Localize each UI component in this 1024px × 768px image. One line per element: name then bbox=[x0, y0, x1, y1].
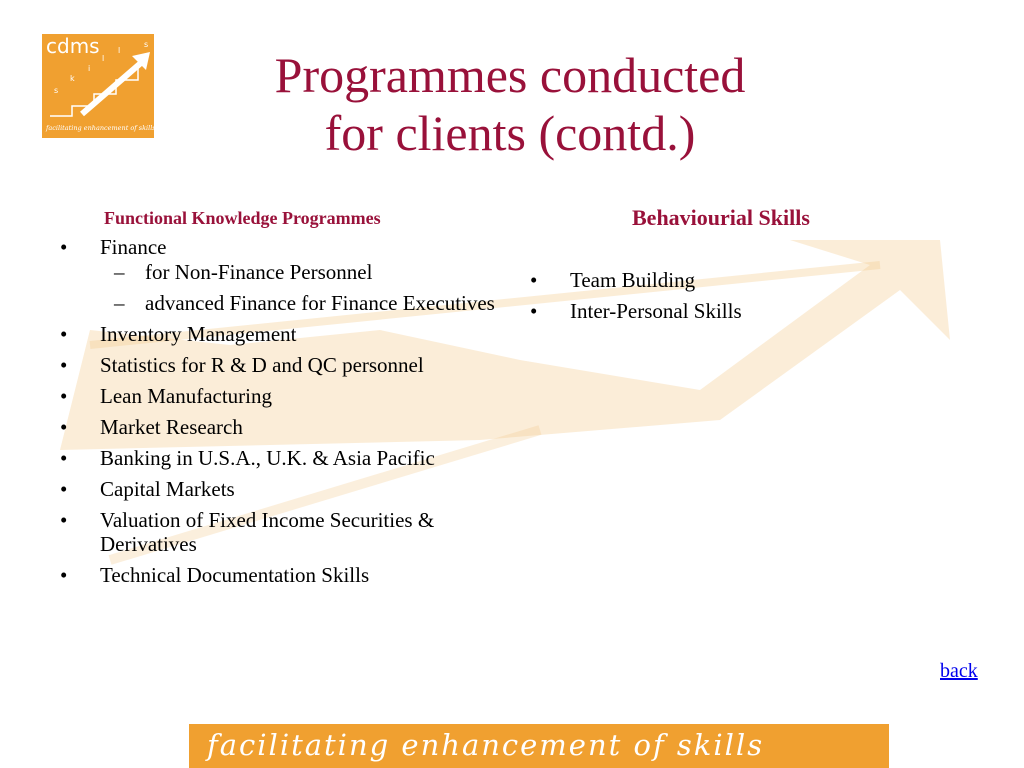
sub-list-item bbox=[100, 260, 500, 285]
list-item bbox=[60, 415, 500, 440]
list-item-label: Inter-Personal Skills bbox=[570, 299, 742, 323]
list-item-label: Lean Manufacturing bbox=[100, 383, 273, 408]
list-item bbox=[60, 563, 500, 588]
list-item bbox=[530, 299, 850, 324]
bullet: • bbox=[530, 268, 538, 292]
dash: – bbox=[114, 259, 125, 284]
list-item-label: Market Research bbox=[100, 414, 243, 439]
functional-knowledge-heading: Functional Knowledge Programmes bbox=[104, 208, 381, 228]
sub-list-item bbox=[100, 291, 500, 316]
bullet: • bbox=[60, 235, 68, 259]
logo-tagline: facilitating enhancement of skills bbox=[46, 124, 156, 132]
bullet: • bbox=[60, 476, 68, 501]
list-item bbox=[60, 508, 500, 557]
list-item-label: Valuation of Fixed Income Securities & Derivatives bbox=[100, 507, 435, 556]
bullet: • bbox=[60, 383, 68, 408]
list-item bbox=[60, 322, 500, 347]
cdms-logo bbox=[42, 34, 154, 138]
list-item bbox=[530, 268, 850, 293]
bullet: • bbox=[60, 414, 68, 439]
bullet: • bbox=[60, 507, 68, 532]
list-item-label: Technical Documentation Skills bbox=[100, 563, 370, 587]
logo-stair-letter: s bbox=[54, 86, 59, 95]
list-item-label: Statistics for R & D and QC personnel bbox=[100, 352, 424, 377]
list-item-label: Banking in U.S.A., U.K. & Asia Pacific bbox=[100, 445, 435, 470]
sub-list-item-label: for Non-Finance Personnel bbox=[145, 259, 373, 284]
bullet: • bbox=[60, 445, 68, 470]
list-item bbox=[60, 384, 500, 409]
list-item bbox=[60, 477, 500, 502]
logo-stair-letter: i bbox=[88, 64, 91, 73]
list-item-label: Inventory Management bbox=[100, 321, 297, 346]
finance-sublist bbox=[100, 260, 500, 316]
list-item-label: Capital Markets bbox=[100, 476, 235, 501]
list-item bbox=[60, 353, 500, 378]
title-line-2: for clients (contd.) bbox=[324, 105, 696, 161]
logo-stair-letter: s bbox=[144, 40, 149, 49]
sub-list-item-label: advanced Finance for Finance Executives bbox=[145, 290, 495, 315]
bullet: • bbox=[60, 352, 68, 377]
dash: – bbox=[114, 290, 125, 315]
title-line-1: Programmes conducted bbox=[274, 47, 746, 103]
list-item bbox=[60, 446, 500, 471]
logo-stair-letter: l bbox=[102, 54, 105, 63]
bullet: • bbox=[530, 299, 538, 323]
footer-banner bbox=[189, 724, 889, 768]
bullet: • bbox=[60, 563, 68, 587]
behavioural-skills-list bbox=[530, 268, 850, 330]
slide-title bbox=[200, 46, 820, 162]
logo-stair-letter: l bbox=[118, 46, 121, 55]
logo-wordmark: cdms bbox=[46, 34, 100, 58]
back-link[interactable]: back bbox=[940, 660, 978, 682]
bullet: • bbox=[60, 321, 68, 346]
list-item-label: Team Building bbox=[570, 268, 696, 292]
functional-programmes-list bbox=[60, 235, 500, 594]
behavioural-skills-heading: Behaviourial Skills bbox=[632, 205, 810, 230]
list-item bbox=[60, 235, 500, 315]
logo-stair-letter: k bbox=[70, 74, 75, 83]
footer-tagline: facilitating enhancement of skills bbox=[207, 728, 765, 762]
list-item-label: Finance bbox=[100, 235, 167, 259]
